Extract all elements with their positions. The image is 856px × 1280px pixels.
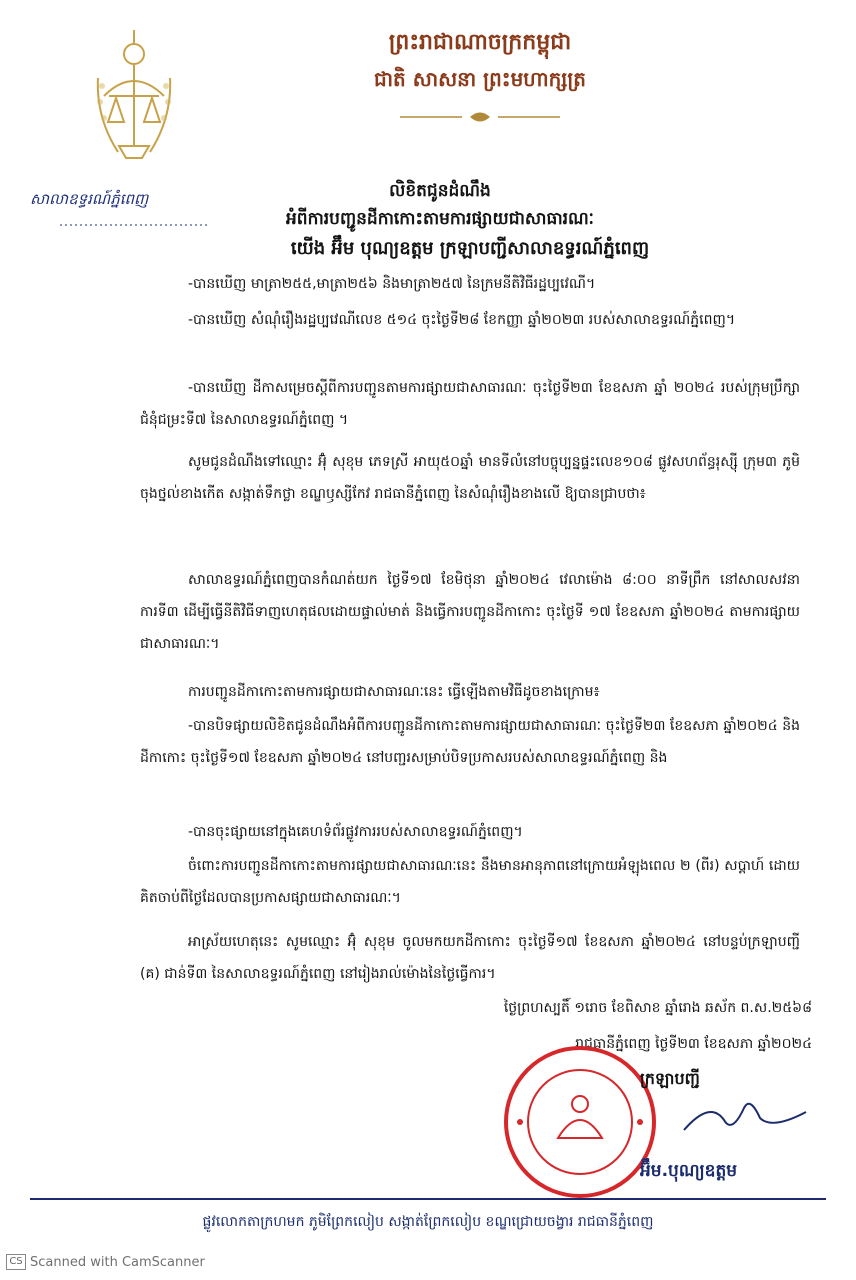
body-paragraph-4: សូមជូនដំណឹងទៅឈ្មោះ អ៊ុំ សុខុម ភេទស្រី អាយុ៥០ឆ្នាំ មានទីលំនៅបច្ចុប្បន្នផ្ទះលេខ១០៨ ផ្លូវសហព័ន្ធរុស្ស៊ី ក្រុម៣ ភូមិចុងថ្នល់ខាងកើត សង្កាត់ទឹកថ្លា ខណ្ឌឫស្សីកែវ រាជធានីភ្នំពេញ នៃសំណុំរឿងខាងលើ ឱ្យបានជ្រាបថា៖ bbox=[140, 454, 800, 502]
body-paragraph-3: -បានឃើញ ដីកាសម្រេចស្ដីពីការបញ្ជូនតាមការផ្សាយជាសាធារណៈ ចុះថ្ងៃទី២៣ ខែឧសភា ឆ្នាំ ២០២៤ របស់ក្រុមប្រឹក្សាជំនុំជម្រះទី៧ នៃសាលាឧទ្ធរណ៍ភ្នំពេញ ។ bbox=[140, 380, 800, 428]
body-paragraph-10: អាស្រ័យហេតុនេះ សូមឈ្មោះ អ៊ុំ សុខុម ចូលមកយកដីកាកោះ ចុះថ្ងៃទី១៧ ខែឧសភា ឆ្នាំ២០២៤ នៅបន្ទប់ក្រឡាបញ្ជី (គ) ជាន់ទី៣ នៃសាលាឧទ្ធរណ៍ភ្នំពេញ នៅរៀងរាល់ម៉ោងនៃថ្ងៃធ្វើការ។ bbox=[140, 934, 800, 982]
document-title: លិខិតជូនដំណឹង bbox=[389, 181, 491, 201]
camscanner-logo-icon: CS bbox=[6, 1254, 26, 1270]
body-paragraph-1: -បានឃើញ មាត្រា២៥៥,មាត្រា២៥៦ និងមាត្រា២៥៧ នៃក្រមនីតិវិធីរដ្ឋប្បវេណី។ bbox=[188, 276, 596, 292]
body-paragraph-5: សាលាឧទ្ធរណ៍ភ្នំពេញបានកំណត់យក ថ្ងៃទី១៧ ខែមិថុនា ឆ្នាំ២០២៤ វេលាម៉ោង ៨:០០ នាទីព្រឹក នៅសាលសវនាការទី៣ ដើម្បីធ្វើនីតិវិធីទាញហេតុផលដោយផ្ទាល់មាត់ និងធ្វើការបញ្ជូនដីកាកោះ ចុះថ្ងៃទី ១៧ ខែឧសភា ឆ្នាំ២០២៤ តាមការផ្សាយជាសាធារណៈ។ bbox=[140, 572, 800, 652]
national-motto: ជាតិ សាសនា ព្រះមហាក្សត្រ bbox=[374, 67, 586, 91]
body-paragraph-9: ចំពោះការបញ្ជូនដីកាកោះតាមការផ្សាយជាសាធារណៈនេះ នឹងមានអានុភាពនៅក្រោយអំឡុងពេល ២ (ពីរ) សប្ដាហ៍ ដោយគិតចាប់ពីថ្ងៃដែលបានប្រកាសផ្សាយជាសាធារណៈ។ bbox=[140, 858, 800, 906]
footer-divider bbox=[30, 1198, 826, 1200]
signer-name: អ៊ឹម.បុណ្យឧត្ដម bbox=[640, 1161, 738, 1181]
court-name-left: សាលាឧទ្ធរណ៍ភ្នំពេញ bbox=[30, 190, 149, 208]
solar-date: រាជធានីភ្នំពេញ ថ្ងៃទី២៣ ខែឧសភា ឆ្នាំ២០២៤ bbox=[575, 1036, 812, 1052]
signer-title: ក្រឡាបញ្ជី bbox=[640, 1069, 700, 1088]
footer-address: ផ្លូវលោកតាក្រហមក ភូមិព្រែកលៀប សង្កាត់ព្រែកលៀប ខណ្ឌជ្រោយចង្វារ រាជធានីភ្នំពេញ bbox=[202, 1214, 654, 1230]
body-paragraph-6: ការបញ្ជូនដីកាកោះតាមការផ្សាយជាសាធារណៈនេះ ធ្វើឡើងតាមវិធីដូចខាងក្រោម៖ bbox=[188, 684, 600, 700]
lunar-date: ថ្ងៃព្រហស្បតិ៍ ១រោច ខែពិសាខ ឆ្នាំរោង ឆស័ក ព.ស.២៥៦៨ bbox=[503, 1000, 812, 1016]
scanner-text: Scanned with CamScanner bbox=[30, 1254, 205, 1270]
ornament-divider-left bbox=[60, 220, 210, 230]
kingdom-heading: ព្រះរាជាណាចក្រកម្ពុជា bbox=[388, 30, 572, 55]
body-paragraph-2: -បានឃើញ សំណុំរឿងរដ្ឋប្បវេណីលេខ ៥១៤ ចុះថ្ងៃទី២៨ ខែកញ្ញា ឆ្នាំ២០២៣ របស់សាលាឧទ្ធរណ៍ភ្នំពេញ។ bbox=[188, 312, 736, 328]
official-seal-icon bbox=[500, 1042, 660, 1202]
body-paragraph-7: -បានបិទផ្សាយលិខិតជូនដំណឹងអំពីការបញ្ជូនដីកាកោះតាមការផ្សាយជាសាធារណៈ ចុះថ្ងៃទី២៣ ខែឧសភា ឆ្នាំ២០២៤ និងដីកាកោះ ចុះថ្ងៃទី១៧ ខែឧសភា ឆ្នាំ២០២៤ នៅបញ្ជរសម្រាប់បិទប្រកាសរបស់សាលាឧទ្ធរណ៍ភ្នំពេញ និង bbox=[140, 718, 800, 766]
document-subject: អំពីការបញ្ជូនដីកាកោះតាមការផ្សាយជាសាធារណៈ bbox=[285, 209, 594, 229]
document-issuer: យើង អ៊ឹម បុណ្យឧត្តម ក្រឡាបញ្ជីសាលាឧទ្ធរណ៍ភ្នំពេញ bbox=[290, 238, 650, 259]
handwritten-signature-icon bbox=[680, 1090, 810, 1140]
body-paragraph-8: -បានចុះផ្សាយនៅក្នុងគេហទំព័រផ្លូវការរបស់សាលាឧទ្ធរណ៍ភ្នំពេញ។ bbox=[188, 824, 523, 840]
scanner-watermark bbox=[6, 1254, 205, 1270]
court-emblem-icon bbox=[94, 26, 174, 166]
ornament-divider-icon bbox=[400, 110, 560, 124]
